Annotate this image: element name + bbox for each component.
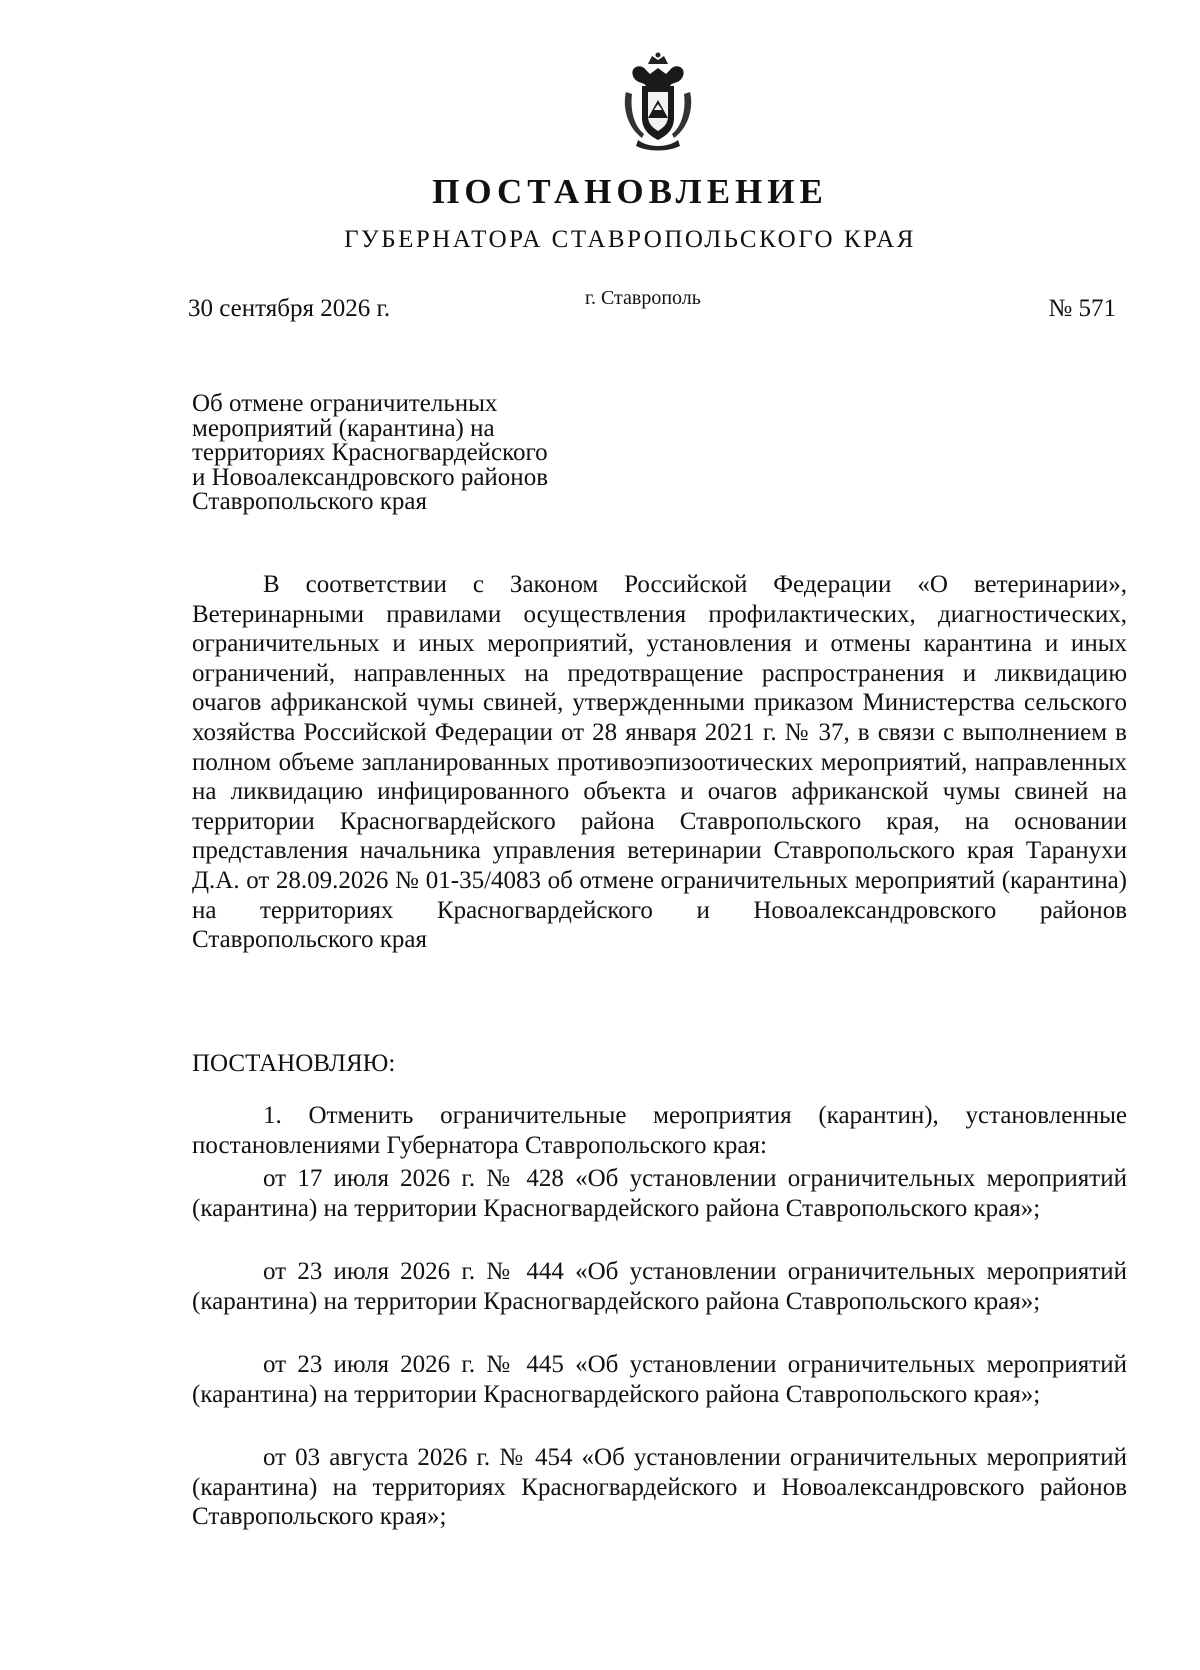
subject-line: и Новоалександровского районов	[192, 463, 548, 491]
decree-list-item: от 23 июля 2026 г. № 445 «Об установлении ограничительных мероприятий (карантина) на территории Красногвардейского района Ставропольского края»;	[192, 1351, 1127, 1408]
coat-of-arms-icon	[618, 52, 698, 152]
decree-list-item: от 03 августа 2026 г. № 454 «Об установлении ограничительных мероприятий (карантина) на территориях Красногвардейского и Новоалександровского районов Ставропольского края»;	[192, 1444, 1127, 1531]
subject-line: Ставропольского края	[192, 488, 427, 515]
document-number: № 571	[1048, 295, 1116, 322]
subject-line: территориях Красногвардейского	[192, 439, 548, 466]
preamble-paragraph: В соответствии с Законом Российской Федерации «О ветеринарии», Ветеринарными правилами осуществления профилактических, диагностических, ограничительных и иных мероприятий, установления и отмены карантина и иных ограничений, направленных на предотвращение распространения и ликвидацию очагов африканской чумы свиней, утвержденными приказом Министерства сельского хозяйства Российской Федерации от 28 января 2021 г. № 37, в связи с выполнением в полном объеме запланированных противоэпизоотических мероприятий, направленных на ликвидацию инфицированного объекта и очагов африканской чумы свиней на территории Красногвардейского района Ставропольского края, на основании представления начальника управления ветеринарии Ставропольского края Таранухи Д.А. от 28.09.2026 № 01-35/4083 об отмене ограничительных мероприятий (карантина) на территориях Красногвардейского и Новоалександровского районов Ставропольского края	[192, 571, 1127, 954]
subject-line: мероприятий (карантина) на	[192, 414, 495, 442]
clause-1-paragraph: 1. Отменить ограничительные мероприятия (карантин), установленные постановлениями Губернатора Ставропольского края:	[192, 1102, 1127, 1159]
resolve-heading: ПОСТАНОВЛЯЮ:	[192, 1050, 396, 1077]
decree-list-item: от 17 июля 2026 г. № 428 «Об установлении ограничительных мероприятий (карантина) на территории Красногвардейского района Ставропольского края»;	[192, 1165, 1127, 1222]
document-city: г. Ставрополь	[585, 287, 701, 309]
subject-line: Об отмене ограничительных	[192, 390, 498, 417]
document-date: 30 сентября 2026 г.	[188, 295, 391, 322]
document-type-heading: ПОСТАНОВЛЕНИЕ	[432, 172, 828, 211]
issuer-heading: ГУБЕРНАТОРА СТАВРОПОЛЬСКОГО КРАЯ	[344, 226, 916, 253]
document-subject	[192, 392, 652, 515]
decree-list-item: от 23 июля 2026 г. № 444 «Об установлении ограничительных мероприятий (карантина) на территории Красногвардейского района Ставропольского края»;	[192, 1258, 1127, 1315]
